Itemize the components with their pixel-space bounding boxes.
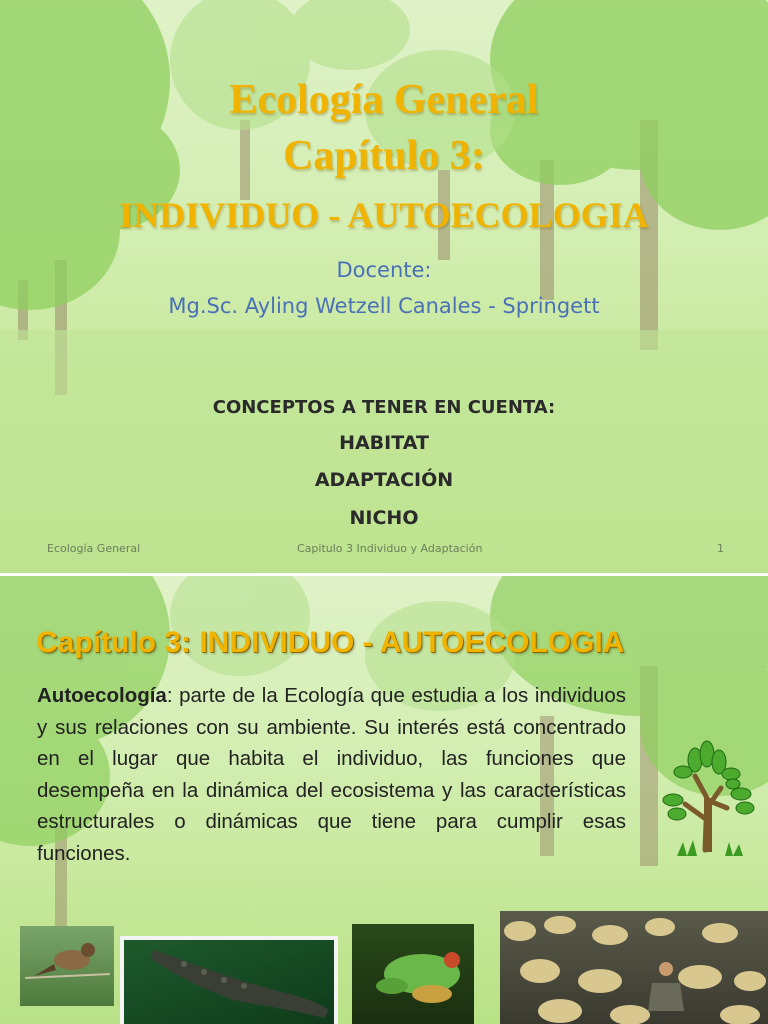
bird-photo: [20, 926, 114, 1006]
concept-item: ADAPTACIÓN: [314, 469, 454, 491]
definition-text: : parte de la Ecología que estudia a los individuos y sus relaciones con su ambiente. Su interés está concentrado en el lugar que habita el individuo, las funciones que desempeña en la dinámica del ecosistema y las características estructurales o dinámicas que tiene para cumplir esas funciones.: [37, 684, 626, 865]
caiman-photo: [120, 936, 338, 1024]
concepts-heading: CONCEPTOS A TENER EN CUENTA:: [212, 397, 556, 418]
teacher-label: Docente:: [336, 258, 432, 282]
presentation-title: Ecología General: [229, 77, 539, 123]
slide-2: [0, 576, 768, 1024]
footer-center: Capitulo 3 Individuo y Adaptación: [297, 542, 483, 555]
defined-term: Autoecología: [37, 684, 167, 707]
paramo-frailejones-photo: [500, 911, 768, 1024]
concept-item: HABITAT: [339, 432, 429, 454]
footer-left: Ecología General: [47, 542, 141, 555]
tree-clipart-icon: [655, 738, 761, 858]
chapter-label: Capítulo 3:: [283, 133, 485, 179]
page-number: 1: [717, 542, 724, 555]
chapter-title: INDIVIDUO - AUTOECOLOGIA: [119, 195, 649, 235]
concept-item: NICHO: [349, 507, 419, 529]
slide-title: Capítulo 3: INDIVIDUO - AUTOECOLOGIA: [36, 626, 625, 659]
teacher-name: Mg.Sc. Ayling Wetzell Canales - Springett: [168, 294, 600, 318]
frog-photo: [352, 924, 474, 1024]
definition-paragraph: [37, 680, 626, 869]
